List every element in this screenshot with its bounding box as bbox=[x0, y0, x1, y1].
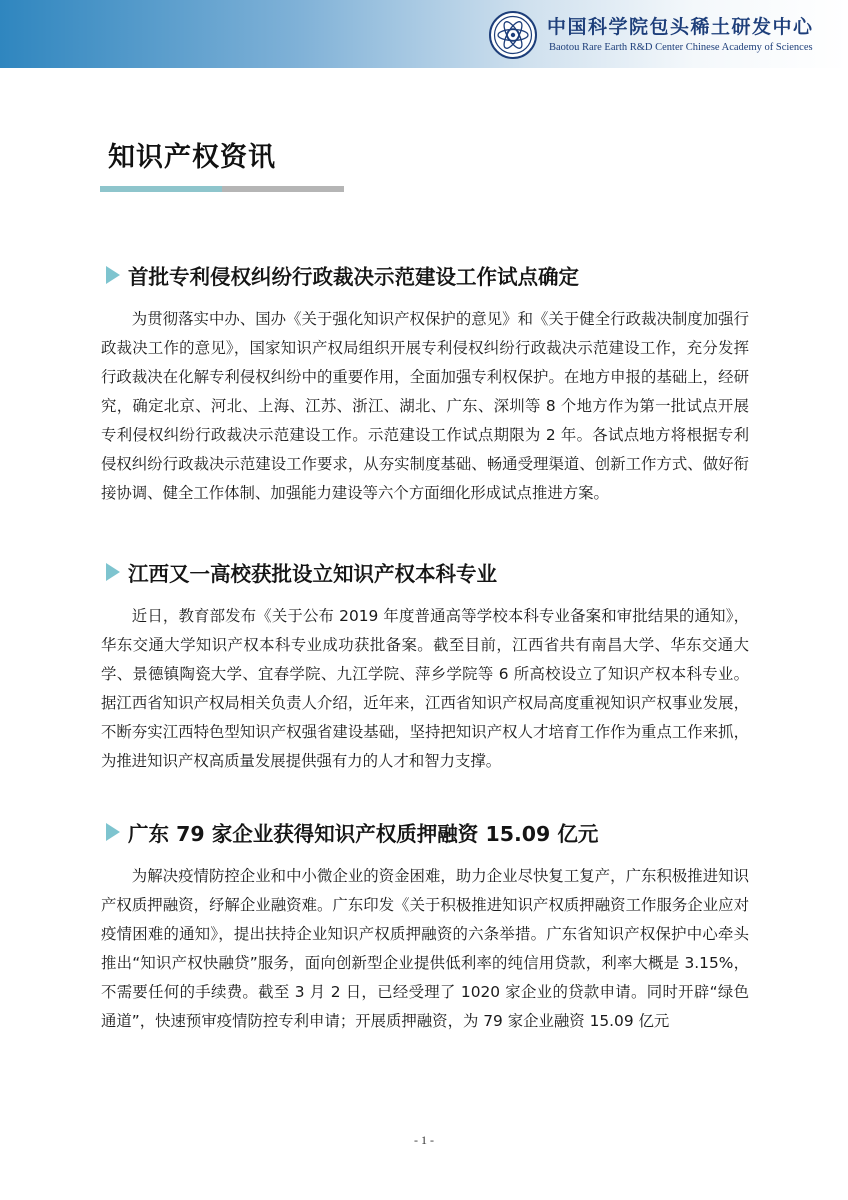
title-underline-gray bbox=[222, 186, 344, 192]
title-underline-teal bbox=[100, 186, 222, 192]
article-body: 为贯彻落实中办、国办《关于强化知识产权保护的意见》和《关于健全行政裁决制度加强行政裁决工作的意见》，国家知识产权局组织开展专利侵权纠纷行政裁决示范建设工作，充分发挥行政裁决在化解专利侵权纠纷中的重要作用，全面加强专利权保护。在地方申报的基础上，经研究，确定北京、河北、上海、江苏、浙江、湖北、广东、深圳等 8 个地方作为第一批试点开展专利侵权纠纷行政裁决示范建设工作。示范建设工作试点期限为 2 年。各试点地方将根据专利侵权纠纷行政裁决示范建设工作要求，从夯实制度基础、畅通受理渠道、创新工作方式、做好衔接协调、健全工作体制、加强能力建设等六个方面细化形成试点推进方案。 bbox=[101, 310, 749, 502]
org-name-cn: 中国科学院包头稀土研发中心 bbox=[547, 16, 814, 38]
article-body: 为解决疫情防控企业和中小微企业的资金困难，助力企业尽快复工复产，广东积极推进知识产权质押融资，纾解企业融资难。广东印发《关于积极推进知识产权质押融资工作服务企业应对疫情困难的通知》，提出扶持企业知识产权质押融资的六条举措。广东省知识产权保护中心牵头推出“知识产权快融贷”服务，面向创新型企业提供低利率的纯信用贷款，利率大概是 3.15%，不需要任何的手续费。截至 3 月 2 日，已经受理了 1020 家企业的贷款申请。同时开辟“绿色通道”，快速预审疫情防控专利申请；开展质押融资，为 79 家企业融资 15.09 亿元 bbox=[101, 867, 749, 1030]
article-body: 近日，教育部发布《关于公布 2019 年度普通高等学校本科专业备案和审批结果的通知》，华东交通大学知识产权本科专业成功获批备案。截至目前，江西省共有南昌大学、华东交通大学、景德镇陶瓷大学、宜春学院、九江学院、萍乡学院等 6 所高校设立了知识产权本科专业。据江西省知识产权局相关负责人介绍，近年来，江西省知识产权局高度重视知识产权事业发展，不断夯实江西特色型知识产权强省建设基础，坚持把知识产权人才培育工作作为重点工作来抓，为推进知识产权高质量发展提供强有力的人才和智力支撑。 bbox=[101, 607, 749, 770]
arrow-right-icon bbox=[106, 266, 120, 284]
article-heading: 首批专利侵权纠纷行政裁决示范建设工作试点确定 bbox=[128, 265, 579, 289]
article-heading: 广东 79 家企业获得知识产权质押融资 15.09 亿元 bbox=[128, 822, 599, 846]
arrow-right-icon bbox=[106, 823, 120, 841]
page-title: 知识产权资讯 bbox=[108, 142, 276, 173]
article-heading: 江西又一高校获批设立知识产权本科专业 bbox=[128, 562, 497, 586]
cas-emblem-icon bbox=[489, 11, 537, 59]
page-number: - 1 - bbox=[414, 1133, 434, 1147]
org-name-en: Baotou Rare Earth R&D Center Chinese Academy of Sciences bbox=[549, 42, 813, 53]
arrow-right-icon bbox=[106, 563, 120, 581]
